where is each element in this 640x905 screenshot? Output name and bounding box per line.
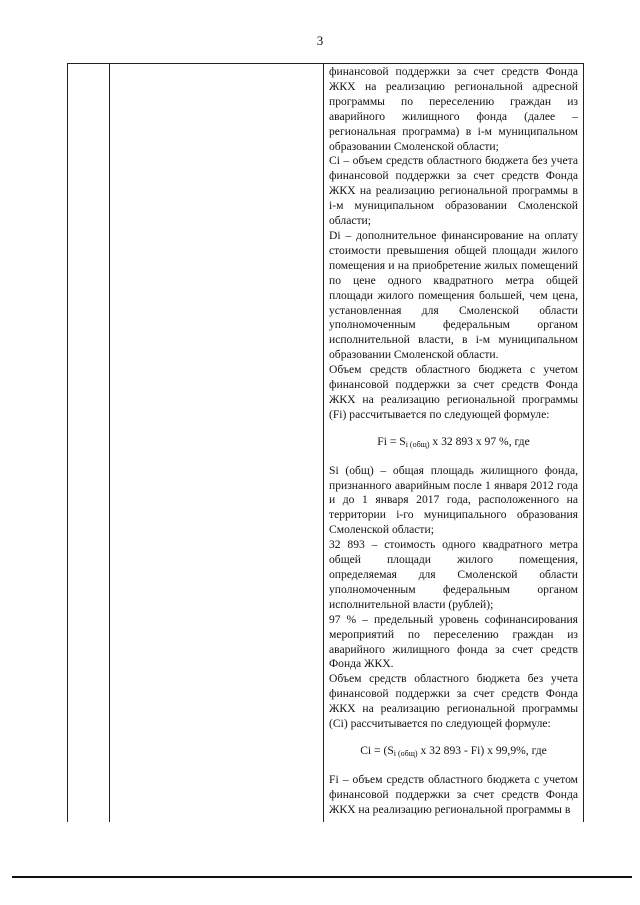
bottom-rule [12, 876, 632, 878]
table-cell-text [329, 65, 578, 818]
page-number: 3 [316, 33, 324, 48]
definition: Si (общ) – общая площадь жилищного фонда, признанного аварийным после 1 января 2012 года и до 1 января 2017 года, расположенного на территории i-го муниципального образования Смоленской области; [329, 463, 578, 537]
table-column-divider-2 [323, 64, 324, 822]
paragraph: Di – дополнительное финансирование на оплату стоимости превышения общей площади жилого помещения и на приобретение жилых помещений по цене одного квадратного метра общей площади жилого помещения большей, чем цена, установленная для Смоленской области уполномоченным федеральным органом исполнительной власти, в i-м муниципальном образовании Смоленской области. [329, 228, 578, 362]
table-column-divider-1 [109, 64, 110, 822]
definition: 97 % – предельный уровень софинансирования мероприятий по переселению граждан из аварийного жилищного фонда за счет средств Фонда ЖКХ. [329, 612, 578, 671]
document-table [67, 63, 584, 822]
formula-f: $Fi = S_{i (общ)}$ x 32 893 x 97 %, где [377, 434, 530, 449]
table-border-right [583, 64, 584, 822]
formula-c: $Ci = (S_{i (общ)}$ x 32 893 - Fi) x 99,9%, где [360, 743, 547, 758]
paragraph: Объем средств областного бюджета с учетом финансовой поддержки за счет средств Фонда ЖКХ на реализацию региональной программы (Fi) рассчитывается по следующей формуле: [329, 363, 578, 421]
definition: Fi – объем средств областного бюджета с учетом финансовой поддержки за счет средств Фонда ЖКХ на реализацию региональной программы в [329, 772, 578, 816]
paragraph: финансовой поддержки за счет средств Фонда ЖКХ на реализацию региональной адресной программы по переселению граждан из аварийного жилищного фонда (далее – региональная программа) в i-м муниципальном образовании Смоленской области; [329, 65, 578, 153]
paragraph: Ci – объем средств областного бюджета без учета финансовой поддержки за счет средств Фонда ЖКХ на реализацию региональной программы в i-м муниципальном образовании Смоленской области; [329, 154, 578, 228]
paragraph: Объем средств областного бюджета без учета финансовой поддержки за счет средств Фонда ЖКХ на реализацию региональной программы (Ci) рассчитывается по следующей формуле: [329, 672, 578, 731]
table-border-left [67, 64, 68, 822]
definition: 32 893 – стоимость одного квадратного метра общей площади жилого помещения, определяемая для Смоленской области уполномоченным федеральным органом исполнительной власти (рублей); [329, 538, 578, 611]
